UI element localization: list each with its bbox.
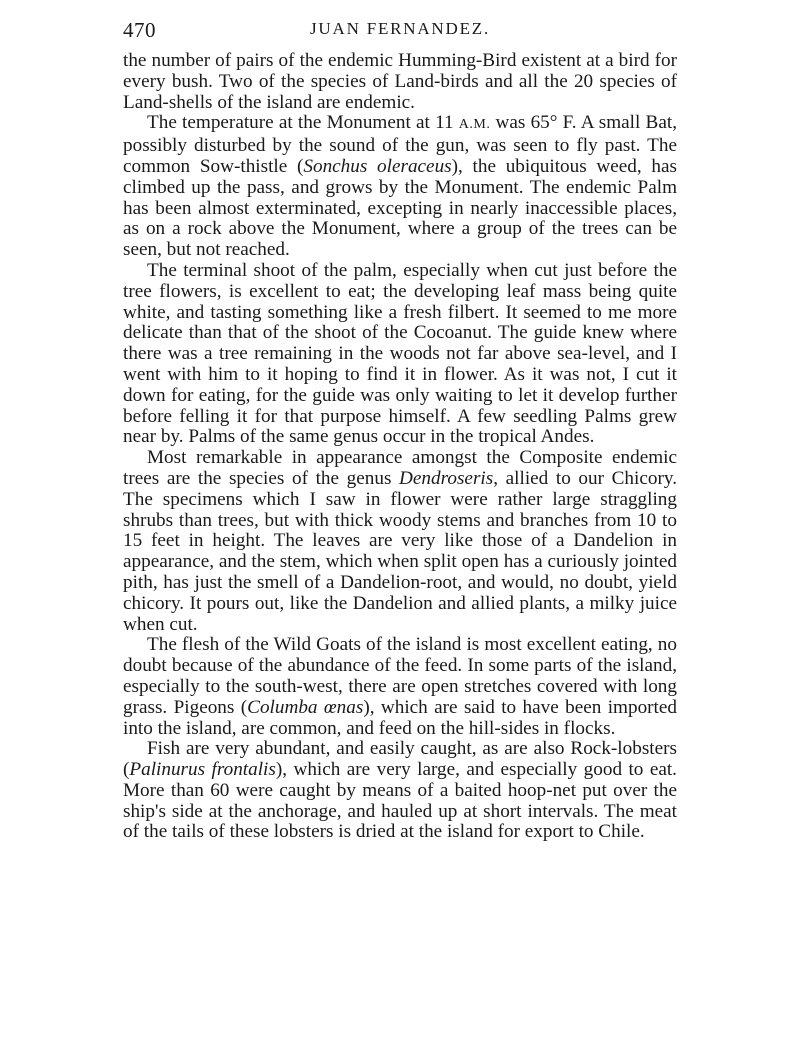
running-head	[123, 18, 677, 48]
species-name: Sonchus oleraceus	[303, 155, 452, 177]
small-caps-time: A.M.	[458, 117, 491, 133]
species-name: Palinurus frontalis	[129, 759, 276, 781]
paragraph-text: ), the ubiquitous weed, has climbed up the pass, and grows by the Monument. The endemic Palm has been almost exterminated, excepting in nearly inaccessible places, as on a rock above the Monument, where a group of the trees can be seen, but not reached.	[123, 155, 677, 261]
paragraph-temperature	[123, 113, 677, 261]
paragraph-text: Most remarkable in appearance amongst the Composite endemic trees are the species of the genus	[123, 447, 677, 489]
paragraph-text: the number of pairs of the endemic Humming-Bird existent at a bird for every bush. Two of the species of Land-birds and all the 20 species of Land-shells of the island are endemic.	[123, 50, 677, 113]
paragraph-fish-lobsters	[123, 739, 677, 843]
body-text	[123, 51, 677, 843]
paragraph-text: The terminal shoot of the palm, especially when cut just before the tree flowers, is excellent to eat; the developing leaf mass being quite white, and tasting something like a fresh filbert. It seemed to me more delicate than that of the shoot of the Cocoanut. The guide knew where there was a tree remaining in the woods not far above sea-level, and I went with him to it hoping to find it in flower. As it was not, I cut it down for eating, for the guide was only waiting to let it develop further before felling it for that purpose himself. A few seedling Palms grew near by. Palms of the same genus occur in the tropical Andes.	[123, 259, 677, 448]
paragraph-text: was 65° F. A small Bat, possibly disturbed by the sound of the gun, was seen to fly past. The common Sow-thistle (	[123, 112, 677, 177]
paragraph-text: The temperature at the Monument at 11	[147, 112, 459, 134]
paragraph-text: Fish are very abundant, and easily caught, as are also Rock-lobsters (	[123, 738, 677, 781]
page-number: 470	[123, 18, 156, 42]
paragraph-text: ), which are said to have been imported into the island, are common, and feed on the hill-sides in flocks.	[123, 696, 677, 739]
running-title: JUAN FERNANDEZ.	[310, 19, 490, 38]
paragraph-text: The flesh of the Wild Goats of the island is most excellent eating, no doubt because of the abundance of the feed. In some parts of the island, especially to the south-west, there are open stretches covered with long grass. Pigeons (	[123, 634, 677, 718]
paragraph-palm-shoot	[123, 261, 677, 448]
species-name: Columba œnas	[247, 696, 364, 718]
paragraph-text: , allied to our Chicory. The specimens which I saw in flower were rather large straggling shrubs than trees, but with thick woody stems and branches from 10 to 15 feet in height. The leaves are very like those of a Dandelion in appearance, and the stem, which when split open has a curiously jointed pith, has just the smell of a Dandelion-root, and would, no doubt, yield chicory. It pours out, like the Dandelion and allied plants, a milky juice when cut.	[123, 467, 677, 635]
paragraph-dendroseris	[123, 448, 677, 635]
genus-name: Dendroseris	[399, 467, 494, 489]
paragraph-text: ), which are very large, and especially good to eat. More than 60 were caught by means of a baited hoop-net put over the ship's side at the anchorage, and hauled up at short intervals. The meat of the tails of these lobsters is dried at the island for export to Chile.	[123, 759, 677, 843]
paragraph-humming-bird	[123, 51, 677, 113]
paragraph-wild-goats	[123, 635, 677, 739]
